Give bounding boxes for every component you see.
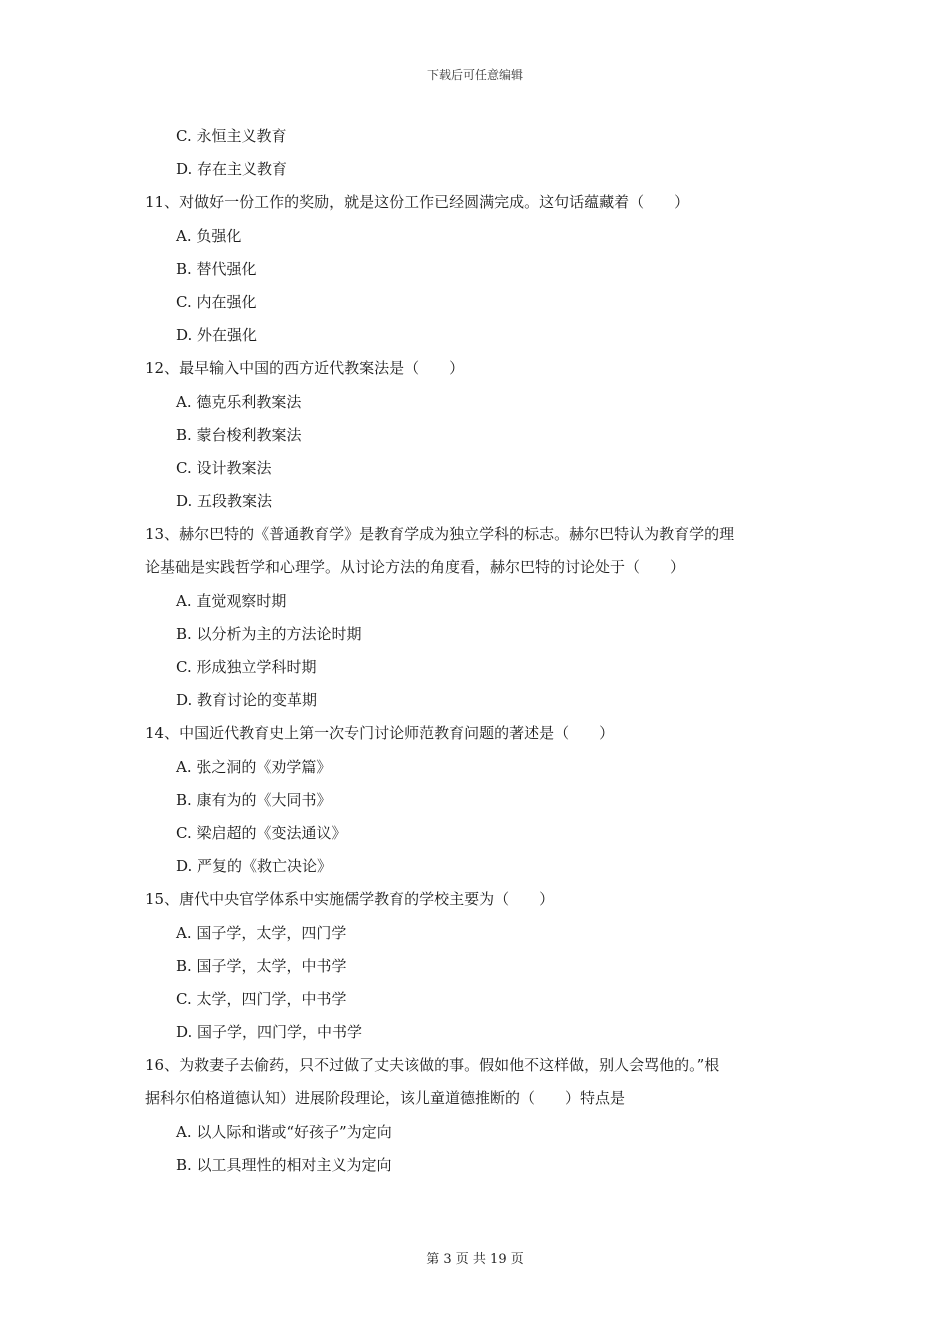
answer-option: C. 永恒主义教育 [176,127,287,145]
question-text: 14、中国近代教育史上第一次专门讨论师范教育问题的著述是（ ） [145,724,615,743]
question-text: 13、赫尔巴特的《普通教育学》是教育学成为独立学科的标志。赫尔巴特认为教育学的理 [145,525,735,544]
answer-option: B. 以工具理性的相对主义为定向 [176,1155,392,1174]
question-text: 15、唐代中央官学体系中实施儒学教育的学校主要为（ ） [145,890,555,909]
answer-option: D. 外在强化 [176,326,258,345]
answer-option: B. 以分析为主的方法论时期 [176,624,362,643]
question-list [145,120,813,1182]
answer-option: B. 国子学，太学，中书学 [176,956,347,975]
answer-option: C. 内在强化 [176,292,257,311]
answer-option: A. 张之洞的《劝学篇》 [176,757,332,776]
answer-option: C. 形成独立学科时期 [176,658,317,676]
answer-option: A. 德克乐利教案法 [176,392,302,411]
question-text: 11、对做好一份工作的奖励，就是这份工作已经圆满完成。这句话蕴藏着（ ） [145,193,690,212]
answer-option: A. 负强化 [176,226,242,245]
question-text: 16、为救妻子去偷药，只不过做了丈夫该做的事。假如他不这样做，别人会骂他的。”根 [145,1056,720,1075]
answer-option: B. 替代强化 [176,259,257,278]
answer-option: C. 太学，四门学，中书学 [176,989,347,1008]
answer-option: D. 严复的《救亡决论》 [176,857,333,876]
answer-option: B. 康有为的《大同书》 [176,790,332,809]
answer-option: D. 国子学，四门学，中书学 [176,1023,363,1042]
answer-option: A. 国子学，太学，四门学 [176,923,347,942]
answer-option: C. 梁启超的《变法通议》 [176,823,347,842]
page-footer: 第 3 页 共 19 页 [426,1252,524,1267]
question-text: 12、最早输入中国的西方近代教案法是（ ） [145,359,465,378]
page-header: 下载后可任意编辑 [426,68,523,82]
answer-option: D. 五段教案法 [176,492,273,511]
answer-option: A. 直觉观察时期 [176,591,287,610]
answer-option: D. 教育讨论的变革期 [176,691,318,710]
answer-option: C. 设计教案法 [176,458,272,477]
question-text: 据科尔伯格道德认知）进展阶段理论，该儿童道德推断的（ ）特点是 [145,1089,626,1108]
answer-option: B. 蒙台梭利教案法 [176,425,302,444]
question-text: 论基础是实践哲学和心理学。从讨论方法的角度看，赫尔巴特的讨论处于（ ） [145,558,686,577]
answer-option: D. 存在主义教育 [176,160,288,179]
answer-option: A. 以人际和谐或“好孩子”为定向 [176,1122,392,1141]
